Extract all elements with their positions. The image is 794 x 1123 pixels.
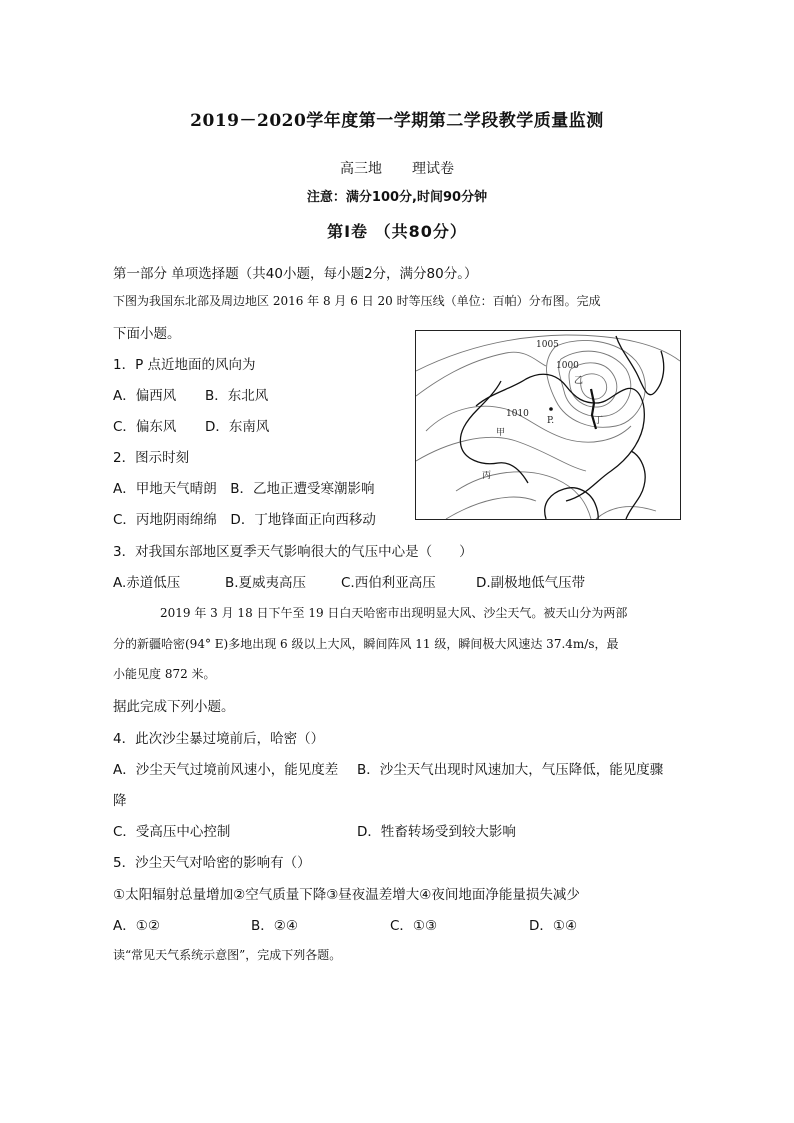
passage2-line3: 小能见度 872 米。 <box>113 667 216 681</box>
q3-option-d: D.副极地低气压带 <box>476 575 586 591</box>
q4-option-a: A．沙尘天气过境前风速小，能见度差 <box>113 762 339 778</box>
q5-option-c: C．①③ <box>390 918 438 934</box>
isobar-1010-label: 1010 <box>506 409 529 419</box>
q1-option-a: A．偏西风 <box>113 388 177 404</box>
q3-option-b: B.夏威夷高压 <box>225 575 307 591</box>
q4-option-b-cont: 降 <box>113 793 127 809</box>
q1-option-b: B．东北风 <box>205 388 269 404</box>
q3-option-c: C.西伯利亚高压 <box>341 575 436 591</box>
exam-title: 2019－2020学年度第一学期第二学段教学质量监测 <box>190 111 604 131</box>
q2-stem: 2．图示时刻 <box>113 450 190 466</box>
q3-option-a: A.赤道低压 <box>113 575 181 591</box>
exam-subtitle <box>0 158 794 178</box>
footer-instruction: 读“常见天气系统示意图”，完成下列各题。 <box>113 948 342 962</box>
passage2-line2: 分的新疆哈密(94° E)多地出现 6 级以上大风，瞬间阵风 11 级，瞬间极大风速达 37.4m/s，最 <box>113 637 619 651</box>
q1-option-c: C．偏东风 <box>113 419 177 435</box>
q2-options-ab: A．甲地天气晴朗 B．乙地正遭受寒潮影响 <box>113 481 375 497</box>
section-heading: 第Ⅰ卷 （共80分） <box>327 222 467 241</box>
isobar-1005-label: 1005 <box>536 340 559 350</box>
part1-intro: 第一部分 单项选择题（共40小题，每小题2分，满分80分。） <box>113 266 478 282</box>
q5-option-d: D．①④ <box>529 918 578 934</box>
grade-label: 高三地 <box>340 161 382 177</box>
q4-option-c: C．受高压中心控制 <box>113 824 231 840</box>
q5-statements: ①太阳辐射总量增加②空气质量下降③昼夜温差增大④夜间地面净能量损失减少 <box>113 887 580 903</box>
passage2-line4: 据此完成下列小题。 <box>113 699 235 715</box>
point-jia-label: 甲 <box>496 428 506 438</box>
q4-option-b: B．沙尘天气出现时风速加大，气压降低，能见度骤 <box>357 762 664 778</box>
q5-stem: 5．沙尘天气对哈密的影响有（） <box>113 855 311 871</box>
q2-options-cd: C．丙地阴雨绵绵 D．丁地锋面正向西移动 <box>113 512 376 528</box>
q1-option-d: D．东南风 <box>205 419 270 435</box>
point-bing-label: 丙 <box>482 471 492 481</box>
q4-option-d: D．牲畜转场受到较大影响 <box>357 824 516 840</box>
point-p-label: P. <box>547 416 555 426</box>
context-line1: 下图为我国东北部及周边地区 2016 年 8 月 6 日 20 时等压线（单位：百帕）分布图。完成 <box>113 294 601 308</box>
isobar-map-figure <box>416 331 680 519</box>
context-line2: 下面小题。 <box>113 326 181 342</box>
exam-note: 注意：满分100分,时间90分钟 <box>306 190 488 205</box>
isobar-1000-label: 1000 <box>556 361 579 371</box>
q3-stem: 3．对我国东部地区夏季天气影响很大的气压中心是（ ） <box>113 544 473 560</box>
isobar-map <box>415 330 681 520</box>
paper-label: 理试卷 <box>412 161 454 177</box>
q5-option-a: A．①② <box>113 918 160 934</box>
q5-option-b: B．②④ <box>251 918 298 934</box>
point-ding-label: 丁 <box>594 416 604 426</box>
point-yi-label: 乙 <box>574 376 584 386</box>
q1-stem: 1．P 点近地面的风向为 <box>113 357 256 373</box>
q4-stem: 4．此次沙尘暴过境前后，哈密（） <box>113 731 325 747</box>
passage2-line1: 2019 年 3 月 18 日下午至 19 日白天哈密市出现明显大风、沙尘天气。被天山分为两部 <box>160 606 628 620</box>
